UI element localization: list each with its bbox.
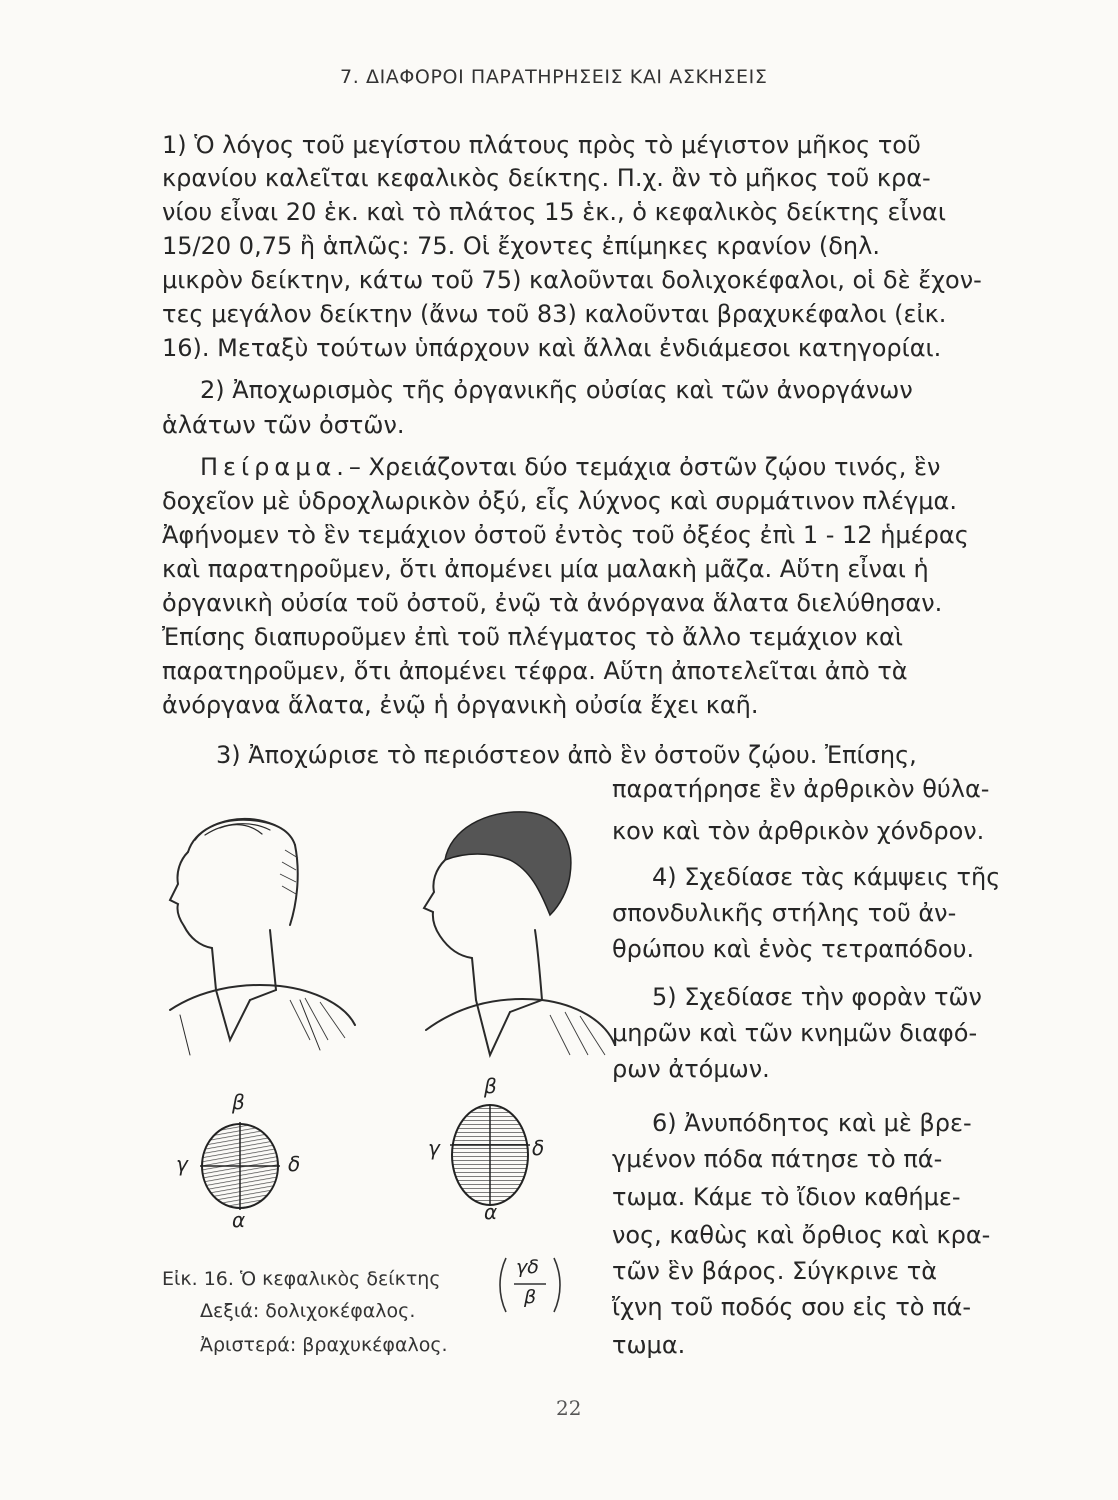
right-diagram-label-right: δ	[532, 1136, 545, 1160]
right-diagram-label-bottom: α	[484, 1200, 498, 1224]
left-diagram-label-bottom: α	[232, 1208, 246, 1232]
right-line: τῶν ἓν βάρος. Σύγκρινε τὰ	[612, 1257, 938, 1285]
right-line: τωμα. Κάμε τὸ ἴδιον καθήμε-	[612, 1183, 961, 1211]
cephalic-index-formula	[496, 1250, 566, 1320]
brachycephalic-head-illustration	[150, 800, 380, 1060]
experiment-line: Ἐπίσης διαπυροῦμεν ἐπὶ τοῦ πλέγματος τὸ ἄλλο τεμάχιον καὶ	[162, 623, 903, 651]
experiment-line: Ἀφήνομεν τὸ ἓν τεμάχιον ὀστοῦ ἐντὸς τοῦ ὀξέος ἐπὶ 1 - 12 ἡμέρας	[162, 521, 969, 549]
formula-numerator: γδ	[516, 1256, 539, 1278]
left-diagram-label-top: β	[232, 1090, 245, 1114]
right-line: 6) Ἀνυπόδητος καὶ μὲ βρε-	[652, 1109, 972, 1137]
formula-denominator: β	[524, 1286, 537, 1308]
experiment-text: – Χρειάζονται δύο τεμάχια ὀστῶν ζῴου τινός, ἓν	[348, 453, 941, 481]
experiment-line: καὶ παρατηροῦμεν, ὅτι ἀπομένει μία μαλακὴ μᾶζα. Αὕτη εἶναι ἡ	[162, 555, 929, 583]
right-line: μηρῶν καὶ τῶν κνημῶν διαφό-	[612, 1019, 978, 1047]
caption-left: Ἀριστερά: βραχυκέφαλος.	[200, 1334, 448, 1356]
right-line: 5) Σχεδίασε τὴν φορὰν τῶν	[652, 983, 982, 1011]
right-diagram-label-top: β	[484, 1074, 497, 1098]
body-line: κρανίου καλεῖται κεφαλικὸς δείκτης. Π.χ. ἂν τὸ μῆκος τοῦ κρα-	[162, 164, 931, 192]
item-3-line: 3) Ἀποχώρισε τὸ περιόστεον ἀπὸ ἓν ὀστοῦν ζῴου. Ἐπίσης,	[216, 741, 917, 769]
right-line: γμένον πόδα πάτησε τὸ πά-	[612, 1145, 943, 1173]
experiment-line: δοχεῖον μὲ ὑδροχλωρικὸν ὀξύ, εἷς λύχνος καὶ συρμάτινον πλέγμα.	[162, 487, 957, 515]
body-line: ἁλάτων τῶν ὀστῶν.	[162, 411, 405, 439]
page-number: 22	[556, 1396, 582, 1420]
body-line: 1) Ὁ λόγος τοῦ μεγίστου πλάτους πρὸς τὸ μέγιστον μῆκος τοῦ	[162, 131, 921, 159]
right-line: παρατήρησε ἓν ἀρθρικὸν θύλα-	[612, 775, 990, 803]
dolichocephalic-head-illustration	[400, 800, 630, 1060]
body-line: 15/20 0,75 ἢ ἁπλῶς: 75. Οἱ ἔχοντες ἐπίμηκες κρανίον (δηλ.	[162, 232, 880, 260]
experiment-line: ἀνόργανα ἅλατα, ἐνῷ ἡ ὀργανικὴ οὐσία ἔχει καῆ.	[162, 691, 759, 719]
caption-right: Δεξιά: δολιχοκέφαλος.	[200, 1300, 416, 1322]
right-line: κον καὶ τὸν ἀρθρικὸν χόνδρον.	[612, 817, 985, 845]
right-diagram-label-left: γ	[428, 1136, 440, 1160]
experiment-label: Πείραμα.	[200, 453, 349, 481]
body-line: νίου εἶναι 20 ἑκ. καὶ τὸ πλάτος 15 ἑκ., ὁ κεφαλικὸς δείκτης εἶναι	[162, 198, 946, 226]
right-line: θρώπου καὶ ἑνὸς τετραπόδου.	[612, 935, 975, 963]
right-line: 4) Σχεδίασε τὰς κάμψεις τῆς	[652, 863, 1001, 891]
chapter-header: 7. ΔΙΑΦΟΡΟΙ ΠΑΡΑΤΗΡΗΣΕΙΣ ΚΑΙ ΑΣΚΗΣΕΙΣ	[340, 66, 768, 88]
right-line: σπονδυλικῆς στήλης τοῦ ἀν-	[612, 899, 957, 927]
left-diagram-label-right: δ	[288, 1152, 301, 1176]
right-line: ρων ἀτόμων.	[612, 1055, 770, 1083]
body-line: μικρὸν δείκτην, κάτω τοῦ 75) καλοῦνται δολιχοκέφαλοι, οἱ δὲ ἔχον-	[162, 266, 982, 294]
experiment-line: ὀργανικὴ οὐσία τοῦ ὀστοῦ, ἐνῷ τὰ ἀνόργανα ἅλατα διελύθησαν.	[162, 589, 943, 617]
right-line: νος, καθὼς καὶ ὄρθιος καὶ κρα-	[612, 1221, 991, 1249]
experiment-line: παρατηροῦμεν, ὅτι ἀπομένει τέφρα. Αὕτη ἀποτελεῖται ἀπὸ τὰ	[162, 657, 908, 685]
left-diagram-label-left: γ	[176, 1152, 188, 1176]
body-line: 2) Ἀποχωρισμὸς τῆς ὀργανικῆς οὐσίας καὶ τῶν ἀνοργάνων	[200, 376, 913, 404]
figure-caption: Εἰκ. 16. Ὁ κεφαλικὸς δείκτης	[162, 1268, 441, 1290]
body-line: 16). Μεταξὺ τούτων ὑπάρχουν καὶ ἄλλαι ἐνδιάμεσοι κατηγορίαι.	[162, 334, 942, 362]
experiment-line-first	[200, 452, 940, 482]
right-line: ἴχνη τοῦ ποδός σου εἰς τὸ πά-	[612, 1293, 972, 1321]
brachycephalic-skull-diagram	[195, 1118, 285, 1218]
body-line: τες μεγάλον δείκτην (ἄνω τοῦ 83) καλοῦνται βραχυκέφαλοι (εἰκ.	[162, 300, 947, 328]
right-line: τωμα.	[612, 1331, 686, 1359]
dolichocephalic-skull-diagram	[440, 1100, 540, 1210]
